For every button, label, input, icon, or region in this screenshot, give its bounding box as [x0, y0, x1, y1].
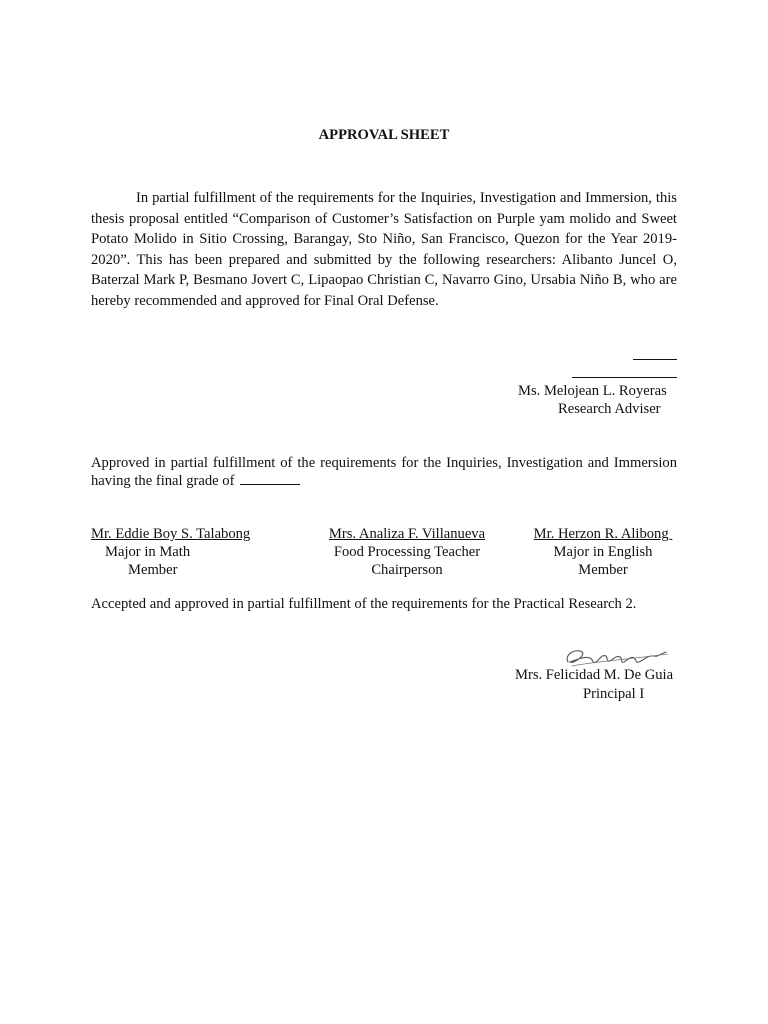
panel-member-1 — [91, 525, 250, 579]
signature-line-short — [633, 359, 677, 360]
adviser-name: Ms. Melojean L. Royeras — [518, 383, 667, 399]
intro-paragraph: In partial fulfillment of the requirements for the Inquiries, Investigation and Immersion, this thesis proposal entitled “Comparison of Customer’s Satisfaction on Purple yam molido and Sweet Potato Molido in Sitio Crossing, Barangay, Sto Niño, San Francisco, Quezon for the Year 2019-2020”. This has been prepared and submitted by the following researchers: Alibanto Juncel O, Baterzal Mark P, Besmano Jovert C, Lipaopao Christian C, Navarro Gino, Ursabia Niño B, who are hereby recommended and approved for Final Oral Defense. — [91, 190, 677, 309]
panel-member-role: Chairperson — [371, 562, 443, 578]
panel-member-name: Mr. Herzon R. Alibong — [533, 526, 673, 542]
principal-name: Mrs. Felicidad M. De Guia — [515, 667, 674, 683]
document-title: APPROVAL SHEET — [318, 127, 450, 143]
principal-role: Principal I — [583, 686, 645, 702]
panel-member-specialization: Major in English — [553, 544, 653, 560]
panel-member-name: Mrs. Analiza F. Villanueva — [328, 526, 486, 542]
final-grade-blank — [240, 472, 300, 485]
panel-member-name: Mr. Eddie Boy S. Talabong — [91, 526, 251, 542]
signature-line-long — [572, 377, 677, 378]
approved-text: Approved in partial fulfillment of the requirements for the Inquiries, Investigation and Immersion having the final grade of — [91, 455, 677, 489]
panel-member-3 — [530, 525, 676, 579]
panel-member-role: Member — [578, 562, 628, 578]
adviser-role: Research Adviser — [558, 401, 661, 417]
panel-member-2 — [325, 525, 489, 579]
principal-signature — [562, 640, 672, 670]
accepted-paragraph: Accepted and approved in partial fulfillment of the requirements for the Practical Research 2. — [91, 596, 637, 612]
panel-member-specialization: Food Processing Teacher — [333, 544, 481, 560]
panel-member-specialization: Major in Math — [105, 544, 191, 560]
panel-member-role: Member — [128, 562, 178, 578]
approved-paragraph — [91, 454, 677, 490]
